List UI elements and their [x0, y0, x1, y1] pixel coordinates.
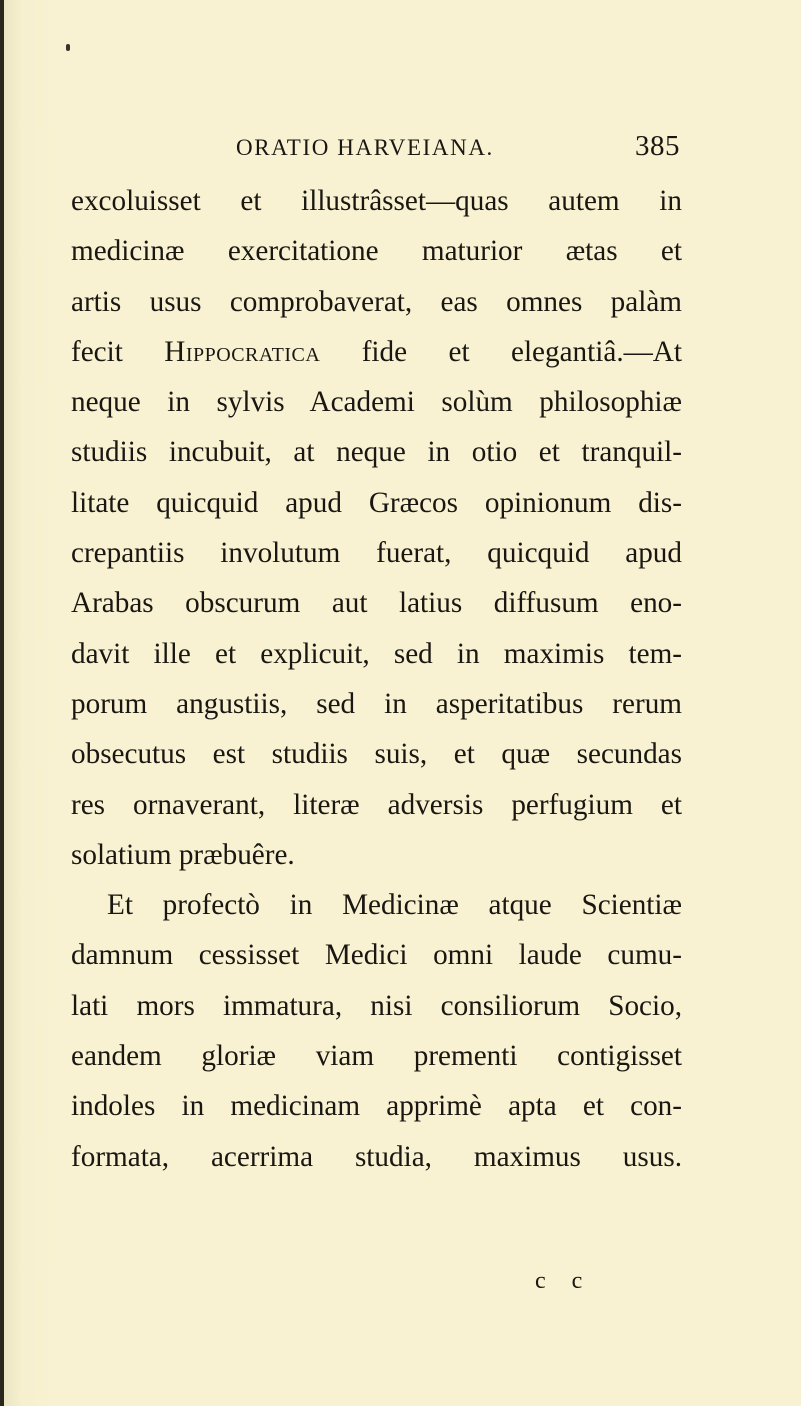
text-line: indoles in medicinam apprimè apta et con- — [71, 1090, 682, 1123]
signature-mark: c c — [535, 1268, 593, 1294]
text-line: res ornaverant, literæ adversis perfugium et — [71, 788, 682, 821]
text-line: excoluisset et illustrâsset—quas autem in — [71, 185, 682, 217]
text-line: porum angustiis, sed in asperitatibus rerum — [71, 687, 682, 720]
text-line: formata, acerrima studia, maximus usus. — [71, 1140, 682, 1173]
text-line: medicinæ exercitatione maturior ætas et — [71, 235, 682, 268]
line-text: fecit — [71, 335, 123, 368]
running-head — [236, 130, 680, 163]
text-line — [71, 327, 682, 377]
running-head-title: ORATIO HARVEIANA. — [236, 135, 494, 160]
ink-speck — [66, 44, 70, 51]
text-line: solatium præbuêre. — [71, 838, 295, 871]
text-line: Arabas obscurum aut latius diffusum eno- — [71, 587, 682, 620]
body-text — [71, 176, 682, 1182]
text-line: artis usus comprobaverat, eas omnes palàm — [71, 285, 682, 318]
text-line: davit ille et explicuit, sed in maximis tem- — [71, 637, 682, 670]
text-line: eandem gloriæ viam prementi contigisset — [71, 1040, 682, 1073]
text-line: litate quicquid apud Græcos opinionum dis- — [71, 486, 682, 519]
page-edge-shadow — [0, 0, 4, 1406]
text-line: lati mors immatura, nisi consiliorum Socio, — [71, 989, 682, 1022]
paragraph-start-line: Et profectò in Medicinæ atque Scientiæ — [107, 889, 682, 922]
text-line: damnum cessisset Medici omni laude cumu- — [71, 939, 682, 972]
text-line: obsecutus est studiis suis, et quæ secundas — [71, 738, 682, 771]
text-line: studiis incubuit, at neque in otio et tranquil- — [71, 436, 682, 469]
text-line: neque in sylvis Academi solùm philosophiæ — [71, 386, 682, 419]
page-number: 385 — [635, 130, 680, 162]
text-line: crepantiis involutum fuerat, quicquid apud — [71, 537, 682, 570]
line-text: fide et elegantiâ.—At — [361, 335, 682, 368]
small-caps-name: Hippocratica — [164, 335, 321, 368]
